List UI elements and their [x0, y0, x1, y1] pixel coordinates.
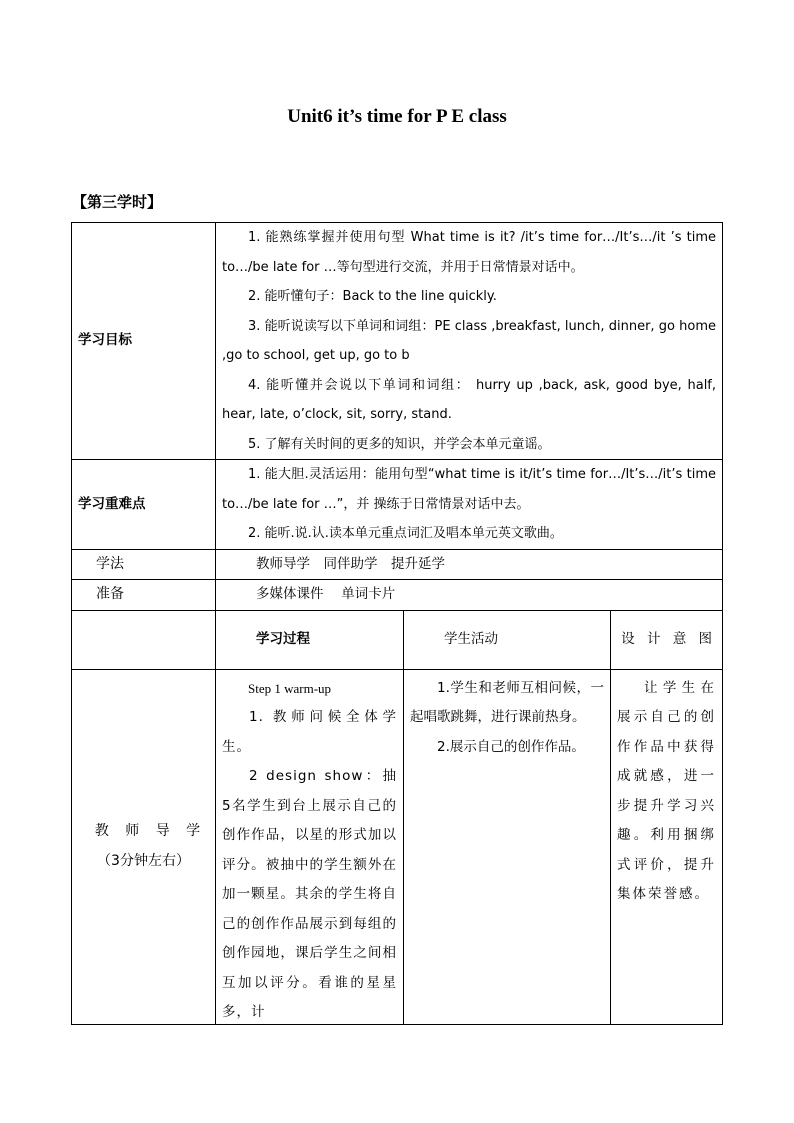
- goal-item: 3. 能听说读写以下单词和词组：PE class ,breakfast, lunch, dinner, go home ,go to school, get up, go to b: [222, 318, 717, 363]
- goals-content: [216, 223, 723, 460]
- activity-line: 1.学生和老师互相问候，一起唱歌跳舞，进行课前热身。: [410, 679, 604, 725]
- row-stage1: [72, 669, 723, 1024]
- process-line: 1. 教师问候全体学生。: [222, 709, 397, 755]
- stage1-intent: [611, 669, 723, 1024]
- header-intent-text: 设 计 意 图: [621, 630, 717, 647]
- goal-item: 5. 了解有关时间的更多的知识，并学会本单元童谣。: [248, 436, 551, 452]
- goal-item: 4. 能听懂并会说以下单词和词组： hurry up ,back, ask, good bye, half, hear, late, o’clock, sit, sorry, stand.: [222, 377, 717, 422]
- method-label: 学法: [72, 549, 216, 580]
- row-prep: [72, 580, 723, 611]
- section-heading: 【第三学时】: [72, 193, 163, 211]
- activity-line: 2.展示自己的创作作品。: [437, 738, 585, 755]
- keypoints-label: 学习重难点: [72, 460, 216, 550]
- header-activity: [404, 610, 611, 669]
- process-line: Step 1 warm-up: [248, 680, 332, 696]
- method-text: 教师导学 同伴助学 提升延学: [256, 555, 445, 572]
- method-value: [216, 549, 723, 580]
- keypoint-item: 2. 能听.说.认.读本单元重点词汇及唱本单元英文歌曲。: [248, 526, 563, 541]
- page-title: Unit6 it’s time for P E class: [287, 106, 507, 127]
- stage1-intent-box: [617, 674, 716, 1024]
- stage1-process-box: [222, 674, 397, 1024]
- keypoints-content: [216, 460, 723, 550]
- header-process: [216, 610, 404, 669]
- goal-item: 2. 能听懂句子：Back to the line quickly.: [248, 289, 497, 304]
- stage1-time: （3分钟左右）: [97, 852, 190, 869]
- row-headers: [72, 610, 723, 669]
- header-process-text: 学习过程: [256, 630, 310, 647]
- prep-label: 准备: [72, 580, 216, 611]
- row-goals: [72, 223, 723, 460]
- stage1-label-cell: [72, 669, 216, 1024]
- stage1-activity-box: [410, 674, 604, 1024]
- stage1-process: [216, 669, 404, 1024]
- header-empty: [72, 610, 216, 669]
- process-line: 2 design show：抽5名学生到台上展示自己的创作作品，以星的形式加以评分。被抽中的学生额外在加一颗星。其余的学生将自己的创作作品展示到每组的创作园地，课后学生之间相互加以评分。看谁的星星多，计: [222, 768, 397, 1020]
- row-method: [72, 549, 723, 580]
- stage1-label: 教 师 导 学: [94, 823, 207, 839]
- header-intent: [611, 610, 723, 669]
- goals-label: 学习目标: [72, 223, 216, 460]
- intent-text: 让学生在展示自己的创作作品中获得成就感，进一步提升学习兴趣。利用捆绑式评价，提升集体荣誉感。: [617, 679, 717, 902]
- header-activity-text: 学生活动: [444, 630, 498, 647]
- goal-item: 1. 能熟练掌握并使用句型 What time is it? /it’s time for…/It’s…/it ’s time to…/be late for …等句型进行交流，并用于日常情景对话中。: [222, 230, 717, 275]
- prep-value: [216, 580, 723, 611]
- prep-text: 多媒体课件 单词卡片: [256, 586, 396, 602]
- row-keypoints: [72, 460, 723, 550]
- keypoint-item: 1. 能大胆.灵活运用：能用句型“what time is it/it’s time for…/It’s…/it’s time to…/be late for …”，并 操练于日常情景对话中去。: [222, 467, 717, 512]
- lesson-plan-table: [71, 222, 723, 1025]
- stage1-activity: [404, 669, 611, 1024]
